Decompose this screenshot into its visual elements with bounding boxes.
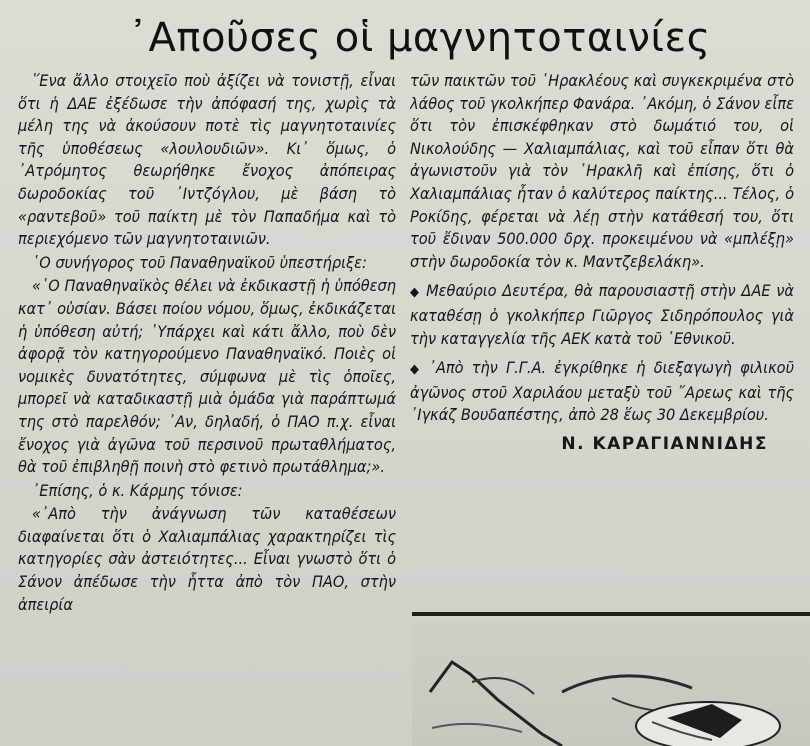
news-item (410, 280, 794, 350)
news-item-text: Μεθαύριο Δευτέρα, θὰ παρουσιαστῇ στὴν ΔΑΕ νὰ καταθέσῃ ὁ γκολκήπερ Γιῶργος Σιδηρόπουλος γιὰ τὴν καταγγελία τῆς ΑΕΚ κατὰ τοῦ ᾽Εθνικοῦ. (410, 281, 794, 348)
diamond-bullet-icon: ◆ (410, 285, 421, 301)
cartoon-drawing (412, 622, 810, 746)
cartoon-line (562, 676, 692, 692)
right-column (410, 70, 794, 610)
paragraph: ῾Ο συνήγορος τοῦ Παναθηναϊκοῦ ὑπεστήριξε: (32, 252, 367, 272)
section-divider (412, 612, 810, 616)
news-item-text: ᾽Απὸ τὴν Γ.Γ.Α. ἐγκρίθηκε ἡ διεξαγωγὴ φιλικοῦ ἀγῶνος στοῦ Χαριλάου μεταξὺ τοῦ ῎Αρεως καὶ τῆς ᾽Ιγκάζ Βουδαπέστης, ἀπὸ 28 ἕως 30 Δεκεμβρίου. (410, 358, 794, 425)
paragraph: τῶν παικτῶν τοῦ ῾Ηρακλέους καὶ συγκεκριμένα στὸ λάθος τοῦ γκολκήπερ Φανάρα. ᾽Ακόμη, ὁ Σάνον εἶπε ὅτι τὸν ἐπισκέφθηκαν στὸ δωμάτιό του, οἱ Νικολούδης — Χαλιαμπάλιας, καὶ τοῦ εἶπαν ὅτι θὰ ἀγωνιστοῦν γιὰ τὸν ῾Ηρακλῆ καὶ ἐπίσης, ὅτι ὁ Χαλιαμπάλιας ἦταν ὁ καλύτερος παίκτης... Τέλος, ὁ Ροκίδης, φέρεται νὰ λέῃ στὴν κατάθεσή του, ὅτι τοῦ ἔδιναν 500.000 δρχ. προκειμένου νὰ «μπλέξῃ» στὴν δωροδοκία τὸν κ. Μαντζεβελάκη». (410, 71, 794, 271)
diamond-bullet-icon: ◆ (410, 362, 423, 378)
paragraph: ῞Ενα ἄλλο στοιχεῖο ποὺ ἀξίζει νὰ τονιστῇ, εἶναι ὅτι ἡ ΔΑΕ ἐξέδωσε τὴν ἀπόφασή της, χωρὶς τὰ μέλη της νὰ ἀκούσουν ποτὲ τὶς μαγνητοταινίες τῆς ὑποθέσεως «λουλουδιῶν». Κι᾽ ὅμως, ὁ ᾽Ατρόμητος θεωρήθηκε ἔνοχος ἀπόπειρας δωροδοκίας τοῦ ᾽Ιντζόγλου, μὲ βάση τὸ «ραντεβοῦ» τοῦ παίκτη μὲ τὸν Παπαδήμα καὶ τὸ περιεχόμενο τῶν μαγνητοταινιῶν. (18, 71, 396, 249)
left-column (18, 70, 396, 746)
cartoon-line (430, 662, 562, 746)
news-item (410, 357, 794, 427)
author-signature: Ν. ΚΑΡΑΓΙΑΝΝΙΔΗΣ (561, 433, 768, 454)
headline: ᾽Απoῦσες οἱ μαγνητοταινίες (128, 15, 711, 61)
paragraph: ᾽Επίσης, ὁ κ. Κάρμης τόνισε: (32, 480, 243, 500)
paragraph: «᾽Απὸ τὴν ἀνάγνωση τῶν καταθέσεων διαφαίνεται ὅτι ὁ Χαλιαμπάλιας χαρακτηρίζει τὶς κατηγορίες σὰν ἀστειότητες... Εἶναι γνωστὸ ὅτι ὁ Σάνον ἀπέδωσε τὴν ἧττα ἀπὸ τὸν ΠΑΟ, στὴν ἀπειρία (18, 504, 396, 614)
cartoon-line (432, 724, 522, 732)
cartoon-illustration (412, 622, 810, 746)
paragraph: «῾Ο Παναθηναϊκὸς θέλει νὰ ἐκδικαστῇ ἡ ὑπόθεση κατ᾽ οὐσίαν. Βάσει ποίου νόμου, ὅμως, ἐκδικάζεται ἡ ὑπόθεση αὐτή; ῾Υπάρχει καὶ κάτι ἄλλο, ποὺ δὲν ἀφορᾷ τὸν κατηγορούμενο Παναθηναϊκό. Ποιὲς οἱ νομικὲς δυνατότητες, σύμφωνα μὲ τὶς ὁποῖες, μπορεῖ νὰ καταδικαστῇ μιὰ ὁμάδα γιὰ παράπτωμά της στὸ παρελθόν; ᾽Αν, δηλαδή, ὁ ΠΑΟ π.χ. εἶναι ἔνοχος γιὰ ἀγῶνα τοῦ περσινοῦ πρωταθλήματος, θὰ τοῦ ἐπιβληθῇ ποινὴ στὸ φετινὸ πρωτάθλημα;». (18, 276, 396, 477)
